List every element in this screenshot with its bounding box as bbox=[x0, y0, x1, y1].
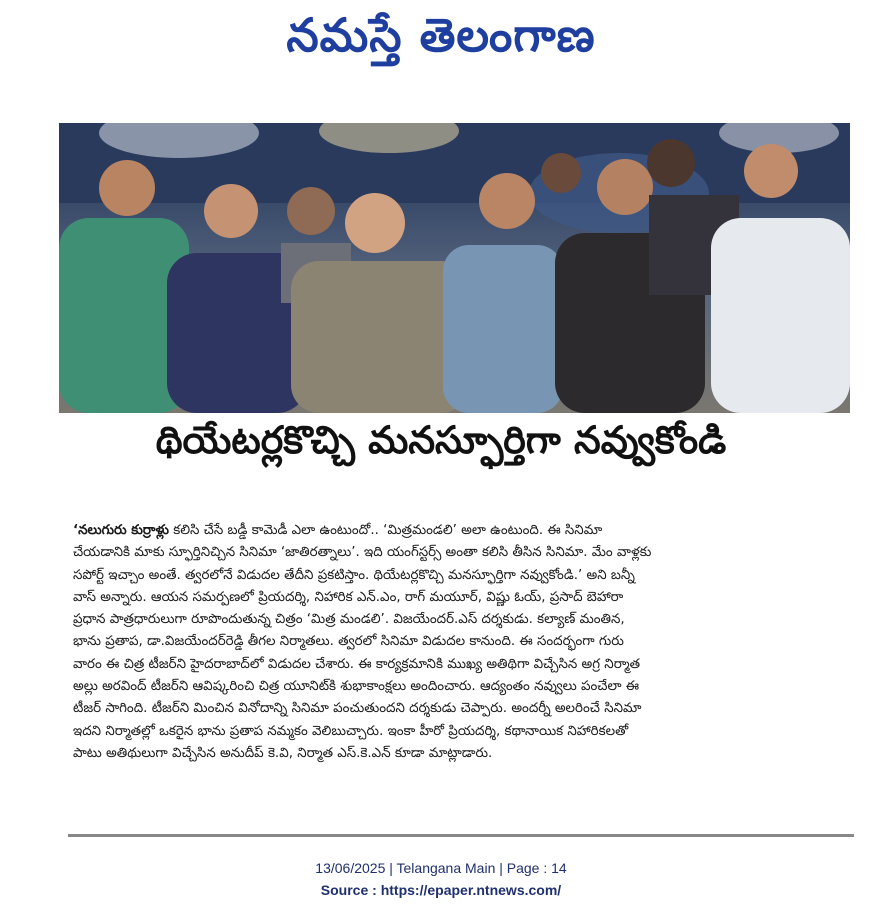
article-line: ఇదని నిర్మాతల్లో ఒకరైన భాను ప్రతాప నమ్మకం వెలిబుచ్చారు. ఇంకా హీరో ప్రియదర్శి, కథానాయిక నిహారికలతో bbox=[73, 723, 629, 739]
article-line: ప్రధాన పాత్రధారులుగా రూపొందుతున్న చిత్రం ‘మిత్ర మండలి’. విజయేందర్.ఎస్ దర్శకుడు. కల్యాణ్ మంతిన, bbox=[73, 612, 625, 628]
article-line: ‘నలుగురు కుర్రాళ్లు కలిసి చేసే బడ్డీ కామెడీ ఎలా ఉంటుందో.. ‘మిత్రమండలి’ అలా ఉంటుంది. ఈ సినిమా bbox=[73, 523, 603, 538]
article-line: చేయడానికి మాకు స్ఫూర్తినిచ్చిన సినిమా ‘జాతిరత్నాలు’. ఇది యంగ్‌స్టర్స్ అంతా కలిసి తీసిన సినిమా. మేం వాళ్లకు bbox=[73, 545, 652, 561]
headline: థియేటర్లకొచ్చి మనస్ఫూర్తిగా నవ్వుకోండి bbox=[155, 418, 727, 462]
article-line: వాస్ అన్నారు. ఆయన సమర్పణలో ప్రియదర్శి, నిహారిక ఎన్.ఎం, రాగ్ మయూర్, విష్ణు ఓయ్, ప్రసాద్ బెహారా bbox=[73, 589, 624, 605]
footer-edition-info: 13/06/2025 | Telangana Main | Page : 14 bbox=[315, 860, 567, 876]
article-line: భాను ప్రతాప, డా.విజయేందర్‌రెడ్డి తీగల నిర్మాతలు. త్వరలో సినిమా విడుదల కానుంది. ఈ సందర్భంగా గురు bbox=[73, 634, 624, 650]
article-line: అల్లు అరవింద్ టీజర్‌ని ఆవిష్కరించి చిత్ర యూనిట్‌కి శుభాకాంక్షలు అందించారు. ఆద్యంతం నవ్వులు పంచేలా ఈ bbox=[73, 679, 640, 695]
group-photo-icon bbox=[59, 123, 850, 413]
article-line: టీజర్ సాగింది. టీజర్‌ని మించిన వినోదాన్ని సినిమా పంచుతుందని దర్శకుడు చెప్పారు. అందర్నీ అలరించే సినిమా bbox=[73, 701, 642, 717]
article-line: సపోర్ట్ ఇచ్చాం అంతే. త్వరలోనే విడుదల తేదీని ప్రకటిస్తాం. థియేటర్లకొచ్చి మనస్ఫూర్తిగా నవ్వుకోండి.’ అని బన్నీ bbox=[73, 567, 635, 583]
masthead-title: నమస్తే తెలంగాణ bbox=[286, 8, 596, 62]
article-line: పాటు అతిథులుగా విచ్చేసిన అనుదీప్ కె.వి, నిర్మాత ఎస్.కె.ఎన్ కూడా మాట్లాడారు. bbox=[73, 745, 493, 761]
footer-source: Source : https://epaper.ntnews.com/ bbox=[320, 882, 562, 898]
article-body bbox=[73, 520, 833, 765]
article-line: వారం ఈ చిత్ర టీజర్‌ని హైదరాబాద్‌లో విడుదల చేశారు. ఈ కార్యక్రమానికి ముఖ్య అతిథిగా విచ్చేసిన అగ్ర నిర్మాత bbox=[73, 656, 641, 672]
article-lead: ‘నలుగురు కుర్రాళ్లు bbox=[73, 523, 169, 538]
footer-divider bbox=[68, 834, 854, 837]
news-photo bbox=[59, 123, 850, 413]
